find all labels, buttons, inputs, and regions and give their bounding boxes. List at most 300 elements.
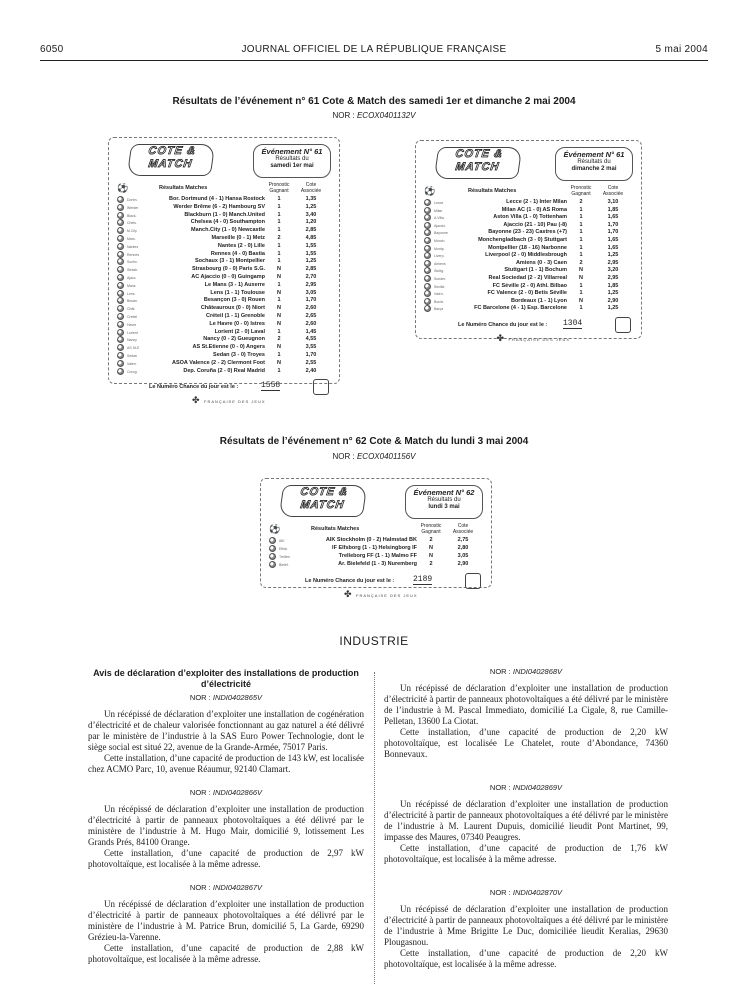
col-header-matches: Résultats Matches: [468, 188, 517, 194]
fdj-footer: FRANÇAISE DES JEUX: [356, 593, 418, 598]
row-match: IF Elfsborg (1 - 1) Helsingborg IF: [332, 545, 417, 551]
ball-icon: [424, 267, 431, 274]
row-cote: 2,40: [305, 367, 317, 374]
row-cote: 1,65: [607, 244, 619, 251]
row-match: Châteauroux (0 - 0) Niort: [200, 305, 265, 312]
row-date: Liverp.: [434, 254, 445, 259]
row-cote: 2,95: [607, 259, 619, 266]
ball-icon: [424, 207, 431, 214]
result-row: [117, 313, 331, 321]
row-prono: 1: [277, 297, 281, 304]
row-cote: 2,95: [305, 281, 317, 288]
ball-icon: [269, 553, 276, 560]
row-cote: 2,95: [607, 275, 619, 281]
row-match: AS St.Etienne (0 - 0) Angers: [192, 344, 265, 351]
row-date: Besan.: [127, 299, 138, 304]
row-date: Mars.: [127, 237, 136, 241]
nor-label: NOR :: [489, 783, 511, 792]
event-title: Événement N° 62: [413, 488, 475, 497]
row-date: Nancy: [127, 338, 137, 343]
logo-top-text: COTE &: [299, 486, 349, 498]
nor-value: INDI0402865V: [212, 693, 263, 702]
row-prono: 1: [277, 367, 281, 374]
logo-top-text: COTE &: [454, 148, 504, 160]
lucky-label: Le Numéro Chance du jour est le :: [458, 322, 548, 328]
row-prono: 1: [277, 250, 281, 257]
event62-title: Résultats de l’événement n° 62 Cote & Match du lundi 3 mai 2004: [219, 436, 529, 447]
nor-value: INDI0402866V: [212, 788, 263, 797]
issue-date: 5 mai 2004: [655, 44, 708, 55]
col-header-matches: Résultats Matches: [311, 526, 360, 532]
event-subtitle: lundi 3 mai: [428, 504, 460, 510]
ball-icon: [424, 199, 431, 206]
result-row: [117, 321, 331, 329]
ball-icon: [117, 251, 124, 258]
lucky-number: 1304: [563, 319, 583, 328]
row-date: Bielef.: [279, 563, 289, 567]
nor-line: [88, 787, 364, 798]
ball-icon: [117, 266, 124, 273]
row-match: Nantes (2 - 0) Lille: [217, 242, 265, 249]
row-date: Chât.: [127, 307, 136, 312]
row-date: Rennes: [127, 252, 140, 257]
ball-icon: [117, 321, 124, 328]
ball-icon: [117, 344, 124, 351]
row-prono: N: [277, 359, 281, 366]
avis-title: Avis de déclaration d’exploiter des installations de production d’électricité: [93, 668, 359, 689]
row-prono: N: [277, 313, 281, 319]
result-row: [269, 545, 483, 553]
ball-icon: [117, 297, 124, 304]
nor-label: NOR :: [332, 111, 355, 120]
row-date: Valen.: [127, 361, 137, 366]
logo-bottom-text: MATCH: [299, 499, 346, 511]
journal-title: JOURNAL OFFICIEL DE LA RÉPUBLIQUE FRANÇAISE: [241, 44, 507, 55]
paragraph: Cette installation, d’une capacité de production de 2,97 kW photovoltaïque, est localisée à la même adresse.: [88, 848, 364, 869]
nor-value: INDI0402867V: [212, 883, 263, 892]
row-cote: 1,65: [607, 237, 619, 243]
ball-icon: [424, 222, 431, 229]
row-prono: 2: [579, 259, 583, 266]
ball-icon: [117, 313, 124, 320]
row-match: Créteil (1 - 1) Grenoble: [206, 313, 265, 319]
col-header-cote: Cote Associée: [602, 185, 624, 197]
left-column: [88, 668, 364, 965]
row-cote: 2,80: [457, 545, 469, 551]
event-box: [253, 144, 331, 178]
row-match: Manch.City (1 - 0) Newcastle: [191, 227, 265, 234]
result-row: [117, 344, 331, 352]
row-cote: 1,65: [607, 214, 619, 221]
row-match: Aston Villa (1 - 0) Tottenham: [493, 214, 567, 221]
nor-value: INDI0402869V: [512, 783, 563, 792]
row-date: AIK: [279, 539, 285, 543]
row-prono: N: [579, 275, 583, 281]
nor-line: [88, 692, 364, 703]
row-prono: 2: [429, 561, 433, 567]
nor-line: [88, 882, 364, 893]
football-icon: ⚽: [269, 524, 281, 534]
nor-label: NOR :: [332, 452, 355, 461]
row-date: Nantes: [127, 244, 139, 249]
row-prono: 1: [277, 203, 281, 210]
row-match: Milan AC (1 - 0) AS Roma: [501, 206, 567, 213]
fdj-footer: FRANÇAISE DES JEUX: [204, 399, 266, 405]
row-date: Bordx.: [434, 299, 445, 304]
row-cote: 2,85: [305, 266, 317, 273]
ball-icon: [117, 258, 124, 265]
row-prono: N: [579, 267, 583, 274]
row-prono: 1: [277, 242, 281, 249]
row-prono: N: [277, 320, 281, 327]
paragraph: Un récépissé de déclaration d’exploiter une installation de production d’électricité à partir de panneaux photovoltaïques a été délivré par le ministère de l’industrie à M. Patrice Brun, domicilié 5, La Garde, 69290 Grézieu-la-Varenne.: [88, 899, 364, 942]
ball-icon: [117, 305, 124, 312]
football-icon: ⚽: [424, 186, 436, 196]
result-row: [117, 282, 331, 290]
results-card-saturday: [108, 137, 340, 406]
row-prono: N: [277, 289, 281, 296]
row-prono: 1: [277, 211, 281, 218]
row-match: Real Sociedad (2 - 2) Villarreal: [488, 275, 567, 281]
paragraph: Cette installation, d’une capacité de production de 2,20 kW photovoltaïque, est localisée à la même adresse.: [384, 948, 668, 969]
event-subtitle: samedi 1er mai: [270, 163, 314, 169]
row-cote: 1,70: [305, 297, 317, 304]
row-date: Barça: [434, 307, 444, 312]
row-date: Ajacc.: [127, 276, 137, 280]
row-prono: 2: [277, 235, 281, 241]
page-number: 6050: [40, 44, 64, 55]
result-row: [117, 352, 331, 360]
nor-line: [384, 887, 668, 898]
row-prono: N: [429, 545, 433, 551]
row-date: Sedan: [127, 354, 138, 358]
row-date: Elfsb.: [279, 547, 288, 551]
row-prono: 1: [277, 328, 281, 335]
nor-label: NOR :: [189, 883, 211, 892]
row-cote: 1,70: [305, 352, 317, 358]
row-date: Mans: [127, 283, 136, 288]
ball-icon: [424, 252, 431, 259]
nor-label: NOR :: [489, 888, 511, 897]
event-title: Événement N° 61: [261, 147, 323, 156]
row-cote: 2,85: [305, 227, 317, 234]
lucky-label: Le Numéro Chance du jour est le :: [149, 384, 239, 391]
col-header-prono: Pronostic Gagnant: [570, 185, 592, 197]
row-match: Ajaccio (21 - 10) Pau (-8): [503, 221, 567, 228]
paragraph: Cette installation, d’une capacité de production de 2,88 kW photovoltaïque, est localisée à la même adresse.: [88, 943, 364, 964]
row-date: Amiens: [434, 261, 446, 266]
lucky-label: Le Numéro Chance du jour est le :: [305, 578, 395, 584]
fdj-footer: FRANÇAISE DES JEUX: [508, 337, 571, 342]
ball-icon: [117, 204, 124, 211]
result-row: [117, 360, 331, 368]
ball-icon: [117, 212, 124, 219]
ball-icon: [424, 245, 431, 252]
row-cote: 4,85: [305, 235, 317, 241]
col-header-cote: Cote Associée: [452, 523, 474, 535]
row-prono: 1: [579, 290, 583, 297]
result-row: [269, 561, 483, 569]
results-card-sunday: [415, 140, 642, 343]
row-match: Le Havre (0 - 0) Istres: [209, 320, 265, 327]
row-cote: 1,20: [305, 219, 317, 226]
row-prono: 1: [579, 206, 583, 213]
row-cote: 2,60: [305, 305, 317, 312]
row-match: Trelleborg FF (1 - 1) Malmo FF: [338, 553, 417, 559]
row-cote: 2,65: [305, 313, 317, 319]
results-card-monday: [260, 478, 492, 599]
paragraph: Cette installation, d’une capacité de production de 2,20 kW photovoltaïque, est localisée Le Chatelet, route d’Abondance, 74360 Bonnevaux.: [384, 727, 668, 759]
row-match: Monchengladbach (3 - 0) Stuttgart: [478, 237, 567, 243]
row-cote: 4,55: [305, 336, 317, 343]
row-date: Lorient: [127, 330, 138, 335]
row-cote: 1,55: [305, 250, 317, 257]
row-date: Monch.: [434, 239, 446, 243]
ball-icon: [424, 214, 431, 221]
row-cote: 3,05: [457, 553, 469, 559]
row-prono: 1: [579, 244, 583, 251]
nor-label: NOR :: [489, 667, 511, 676]
row-match: FC Valence (2 - 0) Betis Séville: [487, 290, 567, 297]
row-cote: 3,20: [607, 267, 619, 274]
football-icon: ⚽: [117, 183, 129, 193]
row-match: Sedan (3 - 0) Troyes: [213, 352, 265, 358]
ball-icon: [424, 260, 431, 267]
right-column: [384, 660, 668, 970]
col-header-prono: Pronostic Gagnant: [420, 523, 442, 535]
row-prono: 1: [277, 227, 281, 234]
nor-value: INDI0402870V: [512, 888, 563, 897]
row-prono: N: [579, 297, 583, 304]
ball-icon: [117, 336, 124, 343]
ball-icon: [424, 275, 431, 282]
row-prono: 2: [429, 537, 433, 543]
row-prono: 1: [277, 219, 281, 226]
row-date: AS St-E: [127, 346, 140, 351]
row-date: Bayonne: [434, 231, 448, 236]
result-row: [117, 274, 331, 282]
col-header-matches: Résultats Matches: [159, 185, 208, 191]
row-match: ASOA Valence (2 - 2) Clermont Foot: [171, 359, 265, 366]
ball-icon: [117, 196, 124, 203]
row-match: Rennes (4 - 0) Bastia: [210, 250, 265, 257]
row-prono: 1: [579, 305, 583, 312]
row-cote: 1,25: [607, 252, 619, 259]
paragraph: Un récépissé de déclaration d’exploiter une installation de production d’électricité à partir de panneaux photovoltaïques a été délivré par le ministère de l’industrie à M. Laurent Dupuis, domicilié lieudit Pont Martinet, 99, impasse des Maures, 07340 Peaugres.: [384, 799, 668, 842]
result-row: [117, 290, 331, 298]
event61-nor: [0, 111, 748, 120]
row-date: Stuttg.: [434, 269, 445, 274]
row-prono: N: [277, 274, 281, 280]
ball-icon: [117, 235, 124, 242]
row-prono: 1: [579, 229, 583, 236]
ball-icon: [117, 329, 124, 336]
row-prono: 1: [579, 282, 583, 289]
row-date: Strasb.: [127, 268, 139, 273]
result-row: [117, 196, 331, 204]
ball-icon: [424, 229, 431, 236]
logo-bottom-text: MATCH: [454, 161, 501, 173]
nor-value: ECOX0401132V: [356, 111, 416, 120]
result-row: [117, 204, 331, 212]
logo-top-text: COTE &: [147, 145, 197, 157]
row-cote: 3,55: [305, 344, 317, 351]
ball-icon: [269, 545, 276, 552]
ball-icon: [117, 352, 124, 359]
event-box: [405, 485, 483, 519]
ball-icon: [117, 227, 124, 234]
row-prono: 1: [277, 258, 281, 265]
row-date: Valen.: [434, 292, 444, 297]
nor-value: INDI0402868V: [512, 667, 563, 676]
row-match: AC Ajaccio (0 - 0) Guingamp: [191, 274, 265, 280]
row-date: Milan: [434, 208, 443, 213]
col-header-prono: Pronostic Gagnant: [268, 182, 290, 194]
row-match: Marseille (0 - 1) Metz: [211, 235, 265, 241]
row-match: FC Séville (2 - 0) Athl. Bilbao: [492, 282, 567, 289]
section-title: INDUSTRIE: [339, 634, 409, 648]
row-date: Dortm.: [127, 198, 138, 202]
row-match: Amiens (0 - 3) Caen: [515, 259, 567, 266]
result-row: [117, 243, 331, 251]
result-row: [117, 235, 331, 243]
ball-icon: [117, 219, 124, 226]
row-cote: 1,45: [305, 328, 317, 335]
nor-line: [384, 666, 668, 677]
result-row: [117, 336, 331, 344]
nor-value: ECOX0401156V: [356, 452, 416, 461]
row-cote: 2,60: [305, 320, 317, 327]
ball-icon: [117, 368, 124, 375]
row-prono: 1: [277, 352, 281, 358]
event-subtitle: Résultats du: [577, 159, 611, 165]
result-row: [117, 227, 331, 235]
row-prono: 2: [579, 199, 583, 205]
row-date: M.City: [127, 229, 137, 234]
row-match: Nancy (0 - 2) Gueugnon: [203, 336, 265, 343]
ball-icon: [424, 305, 431, 312]
nor-label: NOR :: [189, 693, 211, 702]
logo-bottom-text: MATCH: [147, 158, 194, 170]
row-match: FC Barcelone (4 - 1) Esp. Barcelone: [474, 305, 567, 312]
lucky-box: [465, 573, 481, 589]
row-match: Stuttgart (1 - 1) Bochum: [504, 267, 567, 274]
ball-icon: [117, 243, 124, 250]
fdj-clover-icon: ✤: [496, 333, 505, 343]
row-cote: 2,70: [305, 274, 317, 280]
column-divider: [374, 672, 375, 984]
row-cote: 1,85: [607, 206, 619, 213]
row-match: Bayonne (23 - 23) Castres (+7): [488, 229, 567, 236]
nor-label: NOR :: [189, 788, 211, 797]
result-row: [117, 297, 331, 305]
result-row: [117, 329, 331, 337]
ball-icon: [424, 290, 431, 297]
paragraph: Un récépissé de déclaration d’exploiter une installation de cogénération d’électricité et de chaleur valorisée fonctionnant au gaz naturel a été délivré par le ministère de l’industrie à la SAS Euro Power Technologie, dont le siège social est situé 22, avenue de la Grande-Armée, 75017 Paris.: [88, 709, 364, 752]
row-match: Le Mans (3 - 1) Auxerre: [204, 281, 265, 288]
row-prono: 1: [579, 221, 583, 228]
row-prono: N: [277, 305, 281, 312]
result-row: [269, 553, 483, 561]
event-subtitle: Résultats du: [275, 156, 309, 162]
row-prono: N: [277, 266, 281, 273]
ball-icon: [117, 274, 124, 281]
row-prono: N: [429, 553, 433, 559]
row-prono: N: [277, 344, 281, 351]
row-match: Strasbourg (0 - 0) Paris S.G.: [191, 266, 265, 273]
row-cote: 1,25: [305, 203, 317, 210]
ball-icon: [117, 282, 124, 289]
row-cote: 2,55: [305, 359, 317, 366]
ball-icon: [424, 298, 431, 305]
row-date: Ajaccio: [434, 223, 446, 228]
ball-icon: [117, 360, 124, 367]
row-date: Corog.: [127, 369, 138, 374]
paragraph: Un récépissé de déclaration d’exploiter une installation de production d’électricité à partir de panneaux photovoltaïques a été délivré par le ministère de l’industrie à M. Pascal Immediato, domicilié La Cigale, 8, rue Camille-Pelletan, 13600 La Ciotat.: [384, 683, 668, 726]
row-match: Dep. Coruña (2 - 0) Real Madrid: [183, 367, 265, 374]
row-match: Chelsea (4 - 0) Southampton: [190, 219, 265, 226]
row-cote: 2,75: [457, 537, 469, 543]
row-prono: 1: [579, 237, 583, 243]
cote-match-logo: [279, 485, 367, 517]
row-match: AIK Stockholm (0 - 2) Halmstad BK: [325, 537, 417, 543]
cote-match-logo: [127, 144, 215, 176]
row-date: Werder: [127, 205, 139, 210]
row-date: Sunder.: [434, 277, 447, 281]
row-date: Lecce: [434, 201, 444, 205]
ball-icon: [424, 283, 431, 290]
row-match: Ar. Bielefeld (1 - 3) Nuremberg: [338, 561, 417, 567]
result-row: [117, 251, 331, 259]
row-match: Bor. Dortmund (4 - 1) Hansa Rostock: [169, 196, 265, 202]
row-cote: 1,70: [607, 229, 619, 236]
row-cote: 1,70: [607, 221, 619, 228]
event62-nor: [0, 452, 748, 461]
event-title: Événement N° 61: [563, 150, 625, 159]
lucky-number: 2189: [413, 575, 433, 584]
row-prono: 1: [579, 214, 583, 221]
result-row: [117, 219, 331, 227]
ball-icon: [269, 561, 276, 568]
ball-icon: [424, 237, 431, 244]
paragraph: Cette installation, d’une capacité de production de 143 kW, est localisée chez ACMO Parc, 10, avenue Réaumur, 92140 Clamart.: [88, 753, 364, 774]
row-date: Créteil: [127, 315, 138, 319]
row-match: Besançon (3 - 0) Rouen: [203, 297, 265, 304]
row-date: Havre: [127, 322, 137, 327]
row-match: Bordeaux (1 - 1) Lyon: [510, 297, 567, 304]
row-cote: 1,35: [305, 196, 317, 202]
fdj-clover-icon: ✤: [344, 589, 352, 599]
row-date: Trelleb.: [279, 555, 291, 559]
col-header-cote: Cote Associée: [300, 182, 322, 194]
row-date: Black.: [127, 213, 137, 218]
row-cote: 1,25: [305, 258, 317, 265]
row-prono: 1: [277, 281, 281, 288]
row-date: Sochx.: [127, 260, 138, 265]
row-cote: 3,40: [305, 211, 317, 218]
fdj-clover-icon: ✤: [192, 395, 200, 406]
row-match: Werder Brême (6 - 2) Hambourg SV: [173, 203, 265, 210]
row-date: Montp.: [434, 246, 445, 251]
row-prono: 1: [277, 196, 281, 202]
ball-icon: [269, 537, 276, 544]
row-match: Lecce (2 - 1) Inter Milan: [506, 199, 567, 205]
row-prono: 1: [579, 252, 583, 259]
paragraph: Un récépissé de déclaration d’exploiter une installation de production d’électricité à partir de panneaux photovoltaïques a été délivré par le ministère de l’industrie à Mme Brigitte Le Duc, domiciliée lieudit Keralias, 29630 Plougasnou.: [384, 904, 668, 947]
row-cote: 1,25: [607, 290, 619, 297]
lucky-box: [313, 379, 329, 395]
result-row: [117, 305, 331, 313]
